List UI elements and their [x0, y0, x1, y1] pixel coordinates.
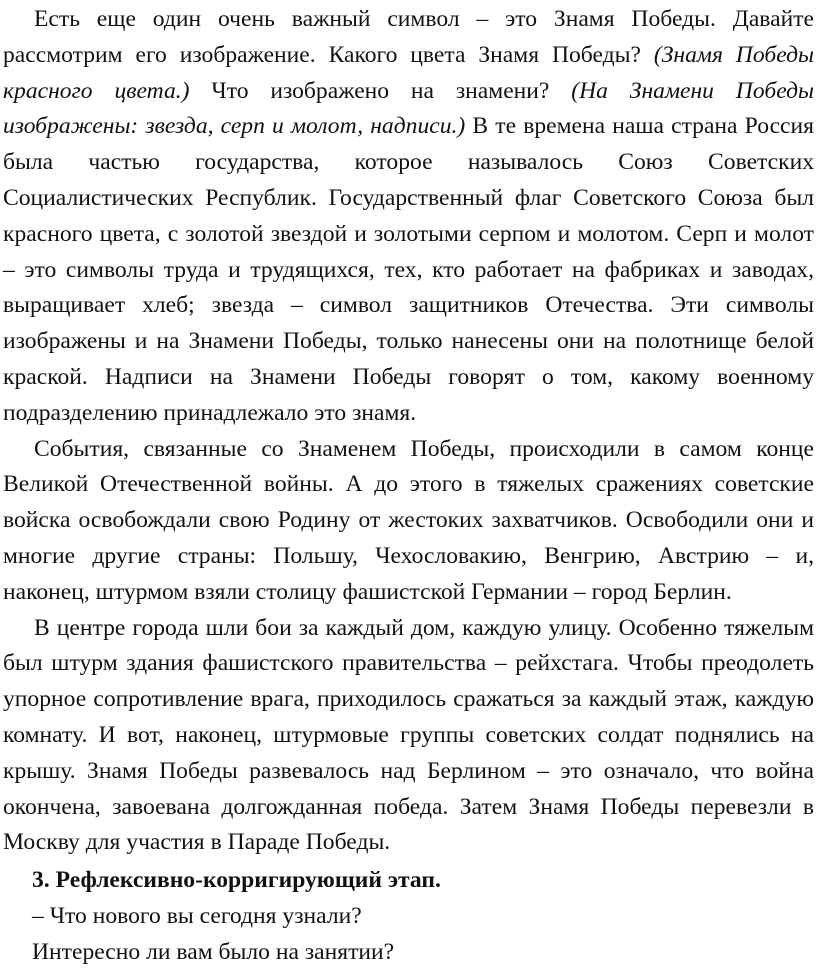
answer-text: (Знамя Победы красного цвета.) [3, 41, 814, 104]
paragraph-text: Что изображено на знамени? [189, 77, 572, 104]
paragraph-victory-banner [3, 2, 814, 432]
section-heading: 3. Рефлексивно-корригирующий этап. [32, 867, 441, 894]
paragraph-text: Есть еще один очень важный символ – это Знамя Победы. Давайте рассмотрим его изображение. Какого цвета Знамя Победы? [3, 6, 814, 68]
answer-text: (На Знамени Победы изображены: звезда, серп и молот, надписи.) [3, 77, 814, 140]
question-line: Интересно ли вам было на занятии? [32, 938, 395, 965]
paragraph-events: События, связанные со Знаменем Победы, происходили в самом конце Великой Отечественной войны. А до этого в тяжелых сражениях советские войска освобождали свою Родину от жестоких захватчиков. Освободили они и многие другие страны: Польшу, Чехословакию, Венгрию, Австрию – и, наконец, штурмом взяли столицу фашистской Германии – город Берлин. [3, 435, 814, 605]
question-line: – Что нового вы сегодня узнали? [32, 902, 362, 929]
paragraph-text: В те времена наша страна Россия была частью государства, которое называлось Союз Советских Социалистических Республик. Государственный флаг Советского Союза был красного цвета, с золотой звездой и золотыми серпом и молотом. Серп и молот – это символы труда и трудящихся, тех, кто работает на фабриках и заводах, выращивает хлеб; звезда – символ защитников Отечества. Эти символы изображены и на Знамени Победы, только нанесены они на полотнище белой краской. Надписи на Знамени Победы говорят о том, какому военному подразделению принадлежало это знамя. [3, 113, 814, 426]
paragraph-berlin: В центре города шли бои за каждый дом, каждую улицу. Особенно тяжелым был штурм здания фашистского правительства – рейхстага. Чтобы преодолеть упорное сопротивление врага, приходилось сражаться за каждый этаж, каждую комнату. И вот, наконец, штурмовые группы советских солдат поднялись на крышу. Знамя Победы развевалось над Берлином – это означало, что война окончена, завоевана долгожданная победа. Затем Знамя Победы перевезли в Москву для участия в Параде Победы. [3, 614, 814, 856]
